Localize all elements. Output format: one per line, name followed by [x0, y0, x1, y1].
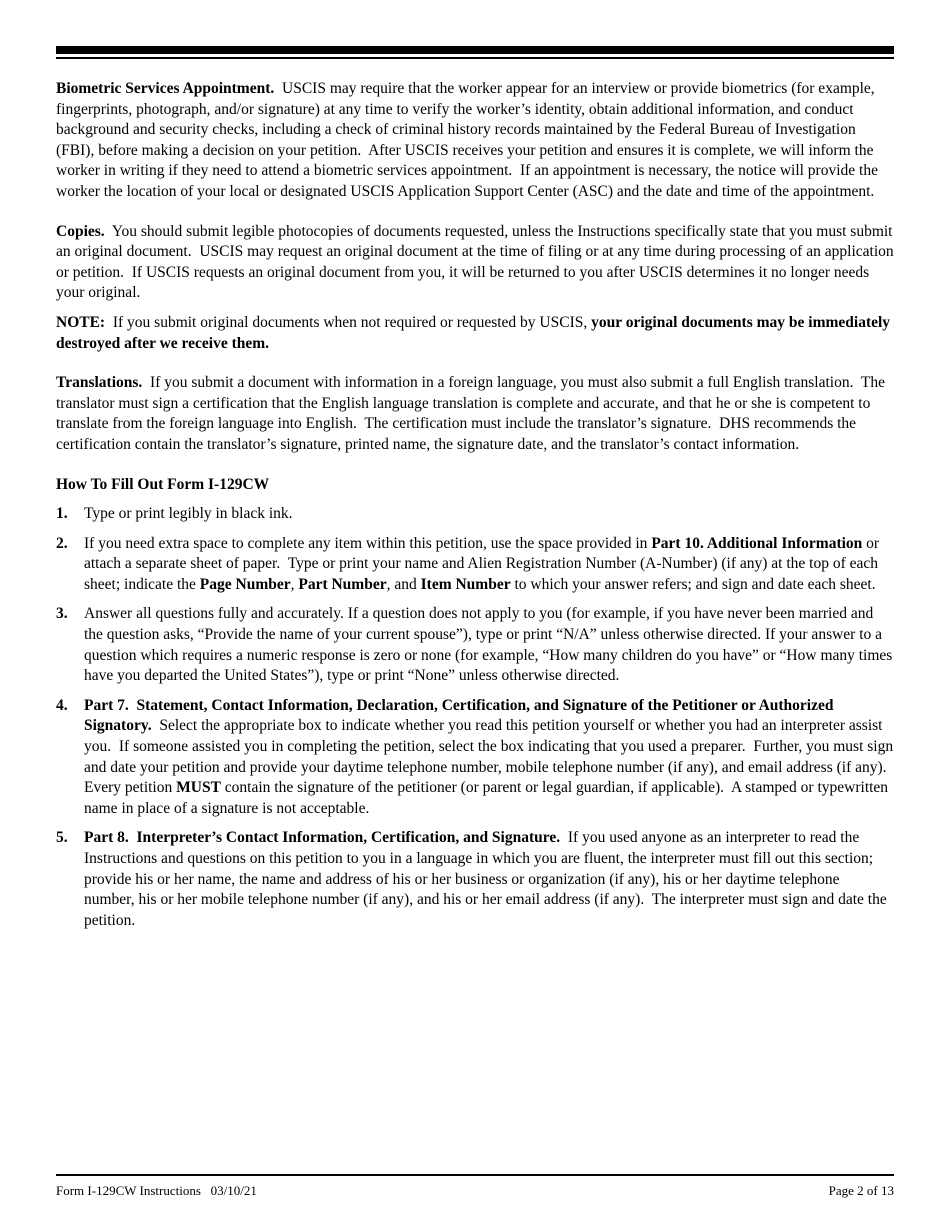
item-bold-part: Page Number — [199, 575, 291, 593]
item-text: Answer all questions fully and accurately. If a question does not apply to you (for example, if you have never been married and the question asks, “Provide the name of your current spouse”), type or print “N/A” unless otherwise directed. If your answer to a question which requires a numeric response is zero or none (for example, “How many children do you have” or “How many times have you departed the United States”), type or print “None” unless otherwise directed. — [84, 605, 893, 685]
item-bold-label: Part 7. Statement, Contact Information, Declaration, Certification, and Signature of the Petitioner or Authorized Signatory. — [84, 696, 838, 735]
translations-paragraph — [56, 373, 894, 455]
item-text-part: If you used anyone as an interpreter to read the Instructions and questions on this petition to you in a language in which you are fluent, the interpreter must fill out this section; provide his or her name, the name and address of his or her business or organization (if any), his or her daytime telephone number, his or her mobile telephone number (if any), and his or her email address (if any). The interpreter must sign and date the petition. — [84, 829, 891, 929]
item-number: 2. — [56, 534, 68, 552]
footer-rule — [56, 1174, 894, 1176]
copies-label: Copies. — [56, 222, 105, 240]
item-number: 4. — [56, 696, 68, 714]
item-text-part: , — [290, 575, 299, 593]
item-bold-part: MUST — [176, 779, 221, 797]
item-bold-part: Item Number — [420, 575, 511, 593]
item-number: 5. — [56, 829, 68, 847]
page-footer — [56, 1183, 894, 1199]
item-number: 3. — [56, 605, 68, 623]
copies-paragraph — [56, 222, 898, 304]
item-text — [84, 828, 894, 931]
item-text-part: contain the signature of the petitioner (or parent or legal guardian, if applicable). A stamped or typewritten name in place of a signature is not acceptable. — [84, 779, 892, 817]
list-item — [56, 696, 897, 820]
biometric-text: USCIS may require that the worker appear for an interview or provide biometrics (for example, fingerprints, photograph, and/or signature) at any time to verify the worker’s identity, obtain additional information, and conduct background and security checks, including a check of criminal history records maintained by the Federal Bureau of Investigation (FBI), before making a decision on your petition. After USCIS receives your petition and ensures it is complete, we will inform the worker in writing if they need to attend a biometric services appointment. If an appointment is necessary, the notice will provide the worker the location of your local or designated USCIS Application Support Center (ASC) and the date and time of the appointment. — [56, 80, 882, 200]
item-text — [84, 534, 894, 596]
item-text — [84, 696, 897, 820]
list-item — [56, 604, 894, 686]
header-rule-thin — [56, 57, 894, 59]
section-heading: How To Fill Out Form I-129CW — [56, 475, 270, 493]
list-item — [56, 504, 894, 525]
list-item — [56, 534, 894, 596]
biometric-label: Biometric Services Appointment. — [56, 80, 275, 97]
note-label: NOTE: — [56, 313, 106, 331]
item-text-part: or attach a separate sheet of paper. Type or print your name and Alien Registration Number (A-Number) (if any) at the top of each sheet; indicate the — [84, 534, 883, 593]
instructions-body — [56, 79, 898, 940]
note-text: If you submit original documents when not required or requested by USCIS, — [105, 313, 592, 331]
note-paragraph — [56, 313, 894, 354]
translations-label: Translations. — [56, 374, 143, 392]
item-number: 1. — [56, 505, 68, 523]
note-bold-text: your original documents may be immediately destroyed after we receive them. — [56, 313, 891, 352]
footer-form-info: Form I-129CW Instructions 03/10/21 — [56, 1183, 257, 1198]
item-text-part: to which your answer refers; and sign and date each sheet. — [510, 575, 876, 593]
instruction-list — [56, 504, 897, 931]
item-text-part: , and — [386, 575, 421, 593]
copies-text: You should submit legible photocopies of documents requested, unless the Instructions specifically state that you must submit an original document. USCIS may request an original document at the time of filing or at any time during processing of an application or petition. If USCIS requests an original document from you, it will be returned to you after USCIS determines it no longer needs your original. — [56, 222, 898, 302]
item-bold-label: Part 8. Interpreter’s Contact Information, Certification, and Signature. — [84, 829, 561, 847]
item-text: Type or print legibly in black ink. — [84, 505, 293, 523]
list-item — [56, 828, 894, 931]
item-text-part: Select the appropriate box to indicate whether you read this petition yourself or whether you had an interpreter assist you. If someone assisted you in completing the petition, select the box indicating that you used a preparer. Further, you must sign and date your petition and provide your daytime telephone number, mobile telephone number (if any), and email address (if any). Every petition — [84, 717, 897, 797]
footer-page-number: Page 2 of 13 — [828, 1183, 894, 1198]
item-bold-part: Part 10. Additional Information — [651, 534, 863, 552]
item-bold-part: Part Number — [298, 575, 387, 593]
item-text-part: If you need extra space to complete any item within this petition, use the space provided in — [84, 534, 652, 552]
biometric-paragraph — [56, 79, 894, 203]
header-rule-thick — [56, 46, 894, 54]
translations-text: If you submit a document with information in a foreign language, you must also submit a full English translation. The translator must sign a certification that the English language translation is complete and accurate, and that he or she is competent to translate from the foreign language into English. The certification must include the translator’s signature. DHS recommends the certification contain the translator’s signature, printed name, the signature date, and the translator’s contact information. — [56, 374, 889, 453]
